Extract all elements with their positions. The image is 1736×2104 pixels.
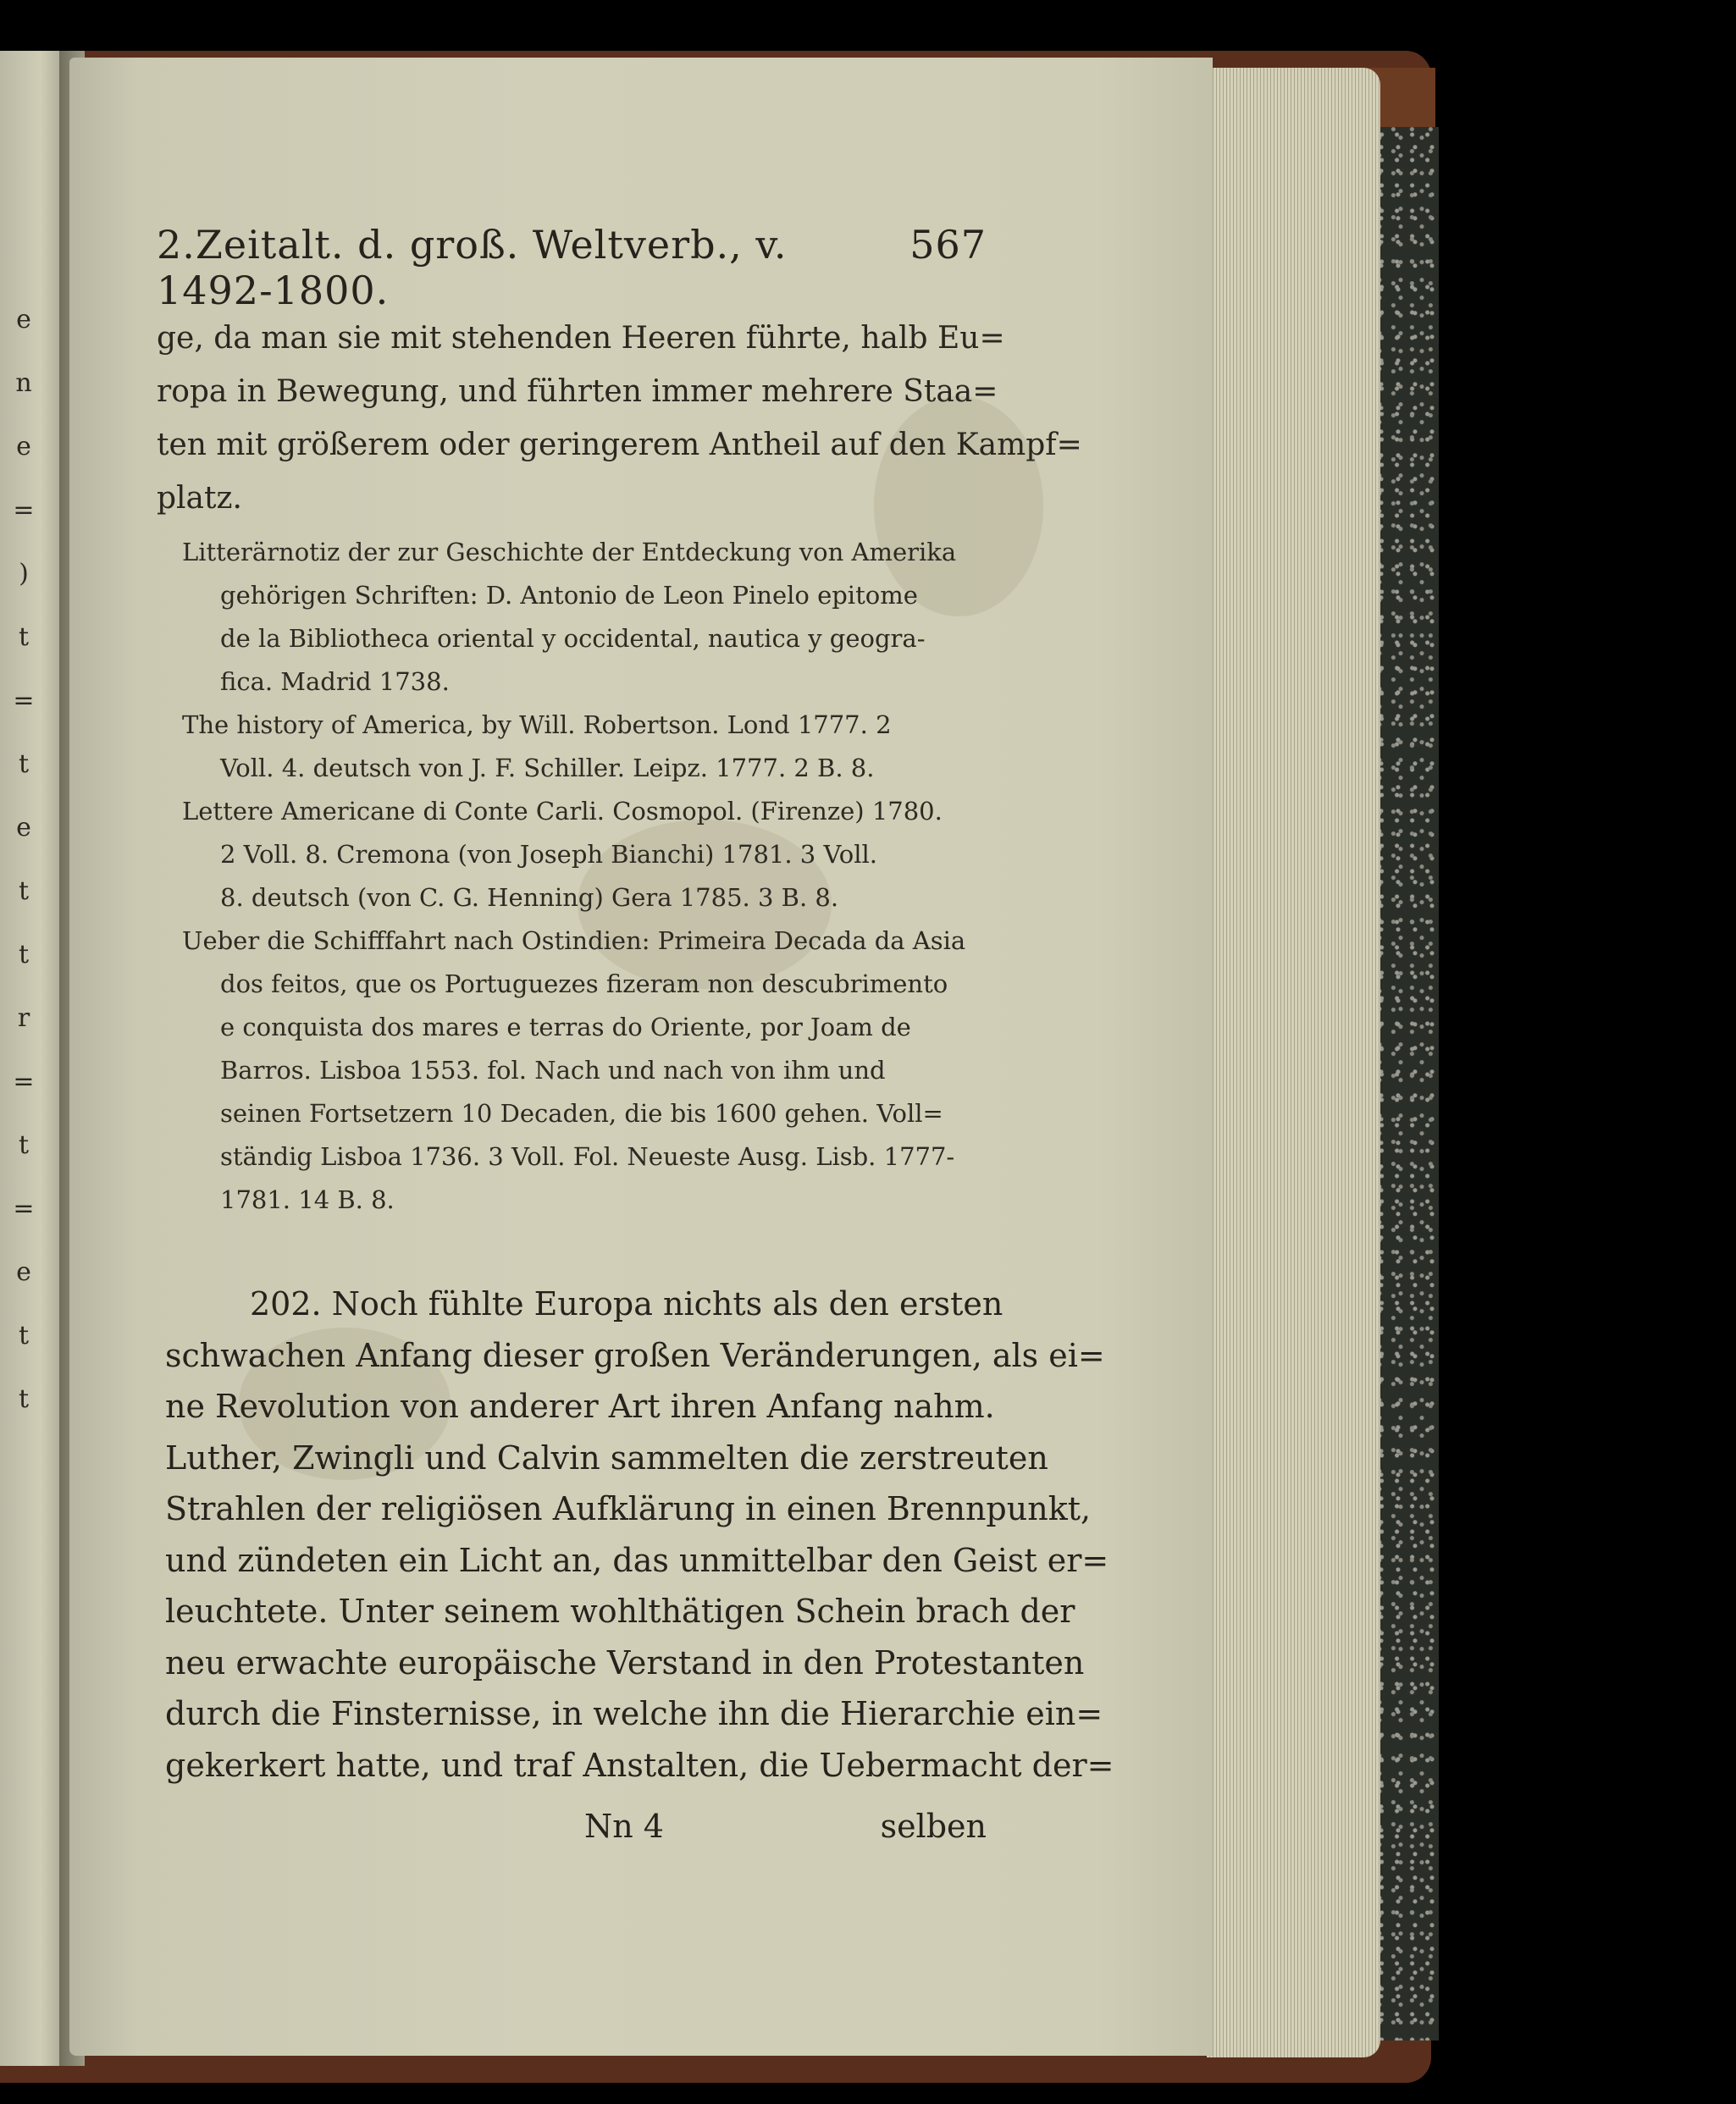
left-page-letter: e — [16, 305, 31, 334]
page-number: 567 — [909, 222, 987, 268]
literature-line: 1781. 14 B. 8. — [220, 1185, 395, 1214]
page-footer — [161, 1808, 987, 1850]
literature-line: seinen Fortsetzern 10 Decaden, die bis 1600 gehen. Voll= — [220, 1099, 943, 1128]
text-line: platz. — [157, 481, 242, 516]
left-page-letter: t — [18, 1321, 30, 1350]
left-page-letter: t — [18, 940, 30, 969]
text-line: und zündeten ein Licht an, das unmittelbar den Geist er= — [165, 1541, 1109, 1579]
left-page-letter: = — [13, 495, 35, 525]
left-page-edge — [0, 51, 68, 2066]
literature-notes — [182, 531, 987, 1222]
literature-line: Ueber die Schifffahrt nach Ostindien: Primeira Decada da Asia — [182, 926, 966, 955]
left-page-letter: ) — [19, 559, 29, 588]
literature-line: dos feitos, que os Portuguezes fizeram non descubrimento — [220, 969, 948, 998]
left-page-letter: e — [16, 1257, 31, 1287]
literature-line: fica. Madrid 1738. — [220, 667, 450, 696]
left-page-letter: r — [17, 1003, 30, 1033]
left-page-letter: t — [18, 749, 30, 779]
text-line: gekerkert hatte, und traf Anstalten, die Uebermacht der= — [165, 1746, 1114, 1784]
text-line: schwachen Anfang dieser großen Veränderungen, als ei= — [165, 1336, 1105, 1374]
literature-line: e conquista dos mares e terras do Oriente, por Joam de — [220, 1013, 911, 1041]
left-page-letter: = — [13, 1194, 35, 1223]
literature-line: ständig Lisboa 1736. 3 Voll. Fol. Neueste Ausg. Lisb. 1777- — [220, 1142, 955, 1171]
literature-line: Litterärnotiz der zur Geschichte der Entdeckung von Amerika — [182, 538, 957, 566]
left-page-letter: e — [16, 432, 31, 461]
literature-line: gehörigen Schriften: D. Antonio de Leon Pinelo epitome — [220, 581, 918, 610]
literature-line: The history of America, by Will. Robertson. Lond 1777. 2 — [182, 710, 892, 739]
literature-line: 8. deutsch (von C. G. Henning) Gera 1785. 3 B. 8. — [220, 883, 839, 912]
text-line: ne Revolution von anderer Art ihren Anfang nahm. — [165, 1388, 995, 1425]
literature-line: 2 Voll. 8. Cremona (von Joseph Bianchi) 1781. 3 Voll. — [220, 840, 877, 869]
left-page-letter: e — [16, 813, 31, 842]
text-line: leuchtete. Unter seinem wohlthätigen Schein brach der — [165, 1593, 1075, 1630]
literature-line: de la Bibliotheca oriental y occidental, nautica y geogra- — [220, 624, 926, 653]
text-line: neu erwachte europäische Verstand in den Protestanten — [165, 1643, 1085, 1682]
paragraph-top — [157, 312, 1082, 525]
page-fore-edge — [1207, 68, 1380, 2057]
running-title: 2.Zeitalt. d. groß. Weltverb., v. 1492-1800. — [157, 222, 788, 313]
literature-line: Barros. Lisboa 1553. fol. Nach und nach von ihm und — [220, 1056, 886, 1085]
text-line: Luther, Zwingli und Calvin sammelten die zerstreuten — [165, 1439, 1048, 1477]
left-page-letter: = — [13, 686, 35, 715]
text-line: ropa in Bewegung, und führten immer mehrere Staa= — [157, 374, 998, 409]
left-page-letter: n — [15, 368, 32, 398]
literature-line: Voll. 4. deutsch von J. F. Schiller. Leipz. 1777. 2 B. 8. — [220, 754, 875, 782]
left-page-letter: t — [18, 1384, 30, 1414]
left-page-letter: = — [13, 1067, 35, 1096]
text-line: durch die Finsternisse, in welche ihn die Hierarchie ein= — [165, 1695, 1103, 1732]
paragraph-202 — [165, 1278, 1114, 1791]
text-line: ge, da man sie mit stehenden Heeren führte, halb Eu= — [157, 321, 1005, 356]
running-header — [157, 222, 987, 313]
left-page-letter: t — [18, 622, 30, 652]
text-line: 202. Noch fühlte Europa nichts als den ersten — [250, 1285, 1003, 1323]
text-line: ten mit größerem oder geringerem Antheil auf den Kampf= — [157, 428, 1082, 462]
text-line: Strahlen der religiösen Aufklärung in einen Brennpunkt, — [165, 1490, 1092, 1527]
catchword: selben — [880, 1808, 987, 1845]
left-page-letter: t — [18, 876, 30, 906]
signature-mark: Nn 4 — [584, 1808, 664, 1845]
literature-line: Lettere Americane di Conte Carli. Cosmopol. (Firenze) 1780. — [182, 797, 943, 826]
left-page-letter: t — [18, 1130, 30, 1160]
